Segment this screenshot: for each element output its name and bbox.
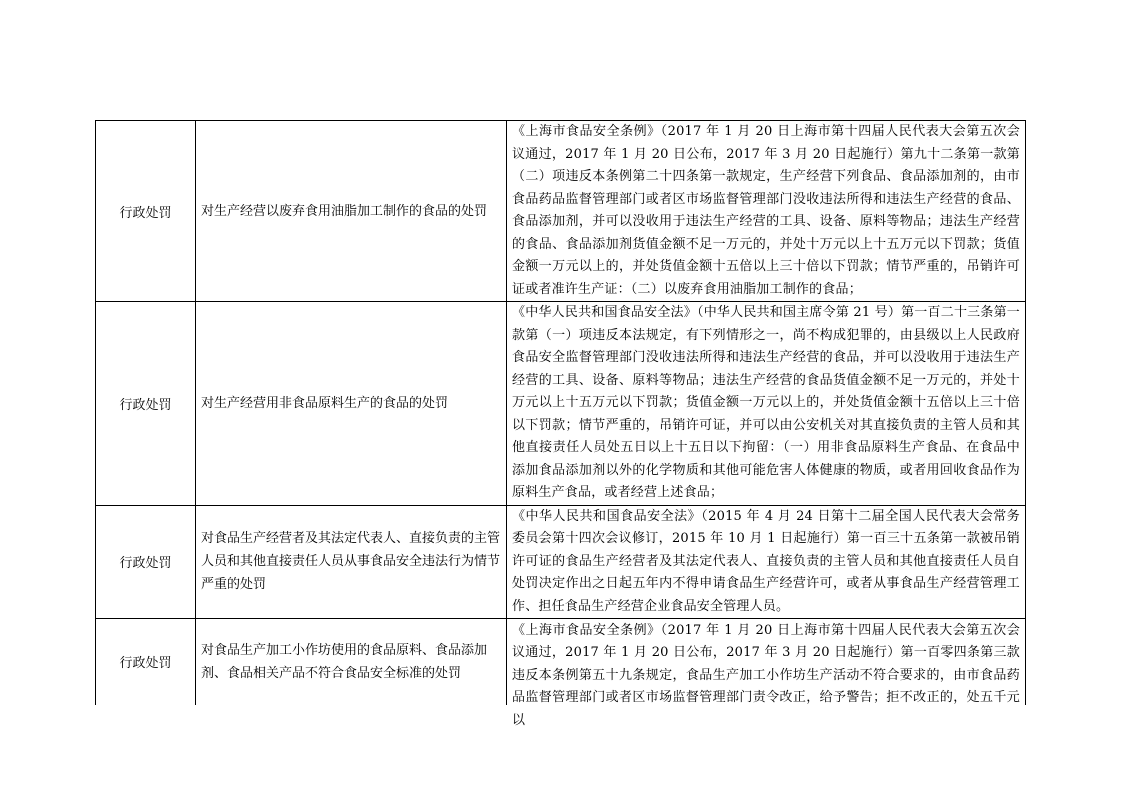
table-row: [96, 302, 1026, 506]
legal-basis-cell: [507, 505, 1026, 619]
penalty-item-cell: 对生产经营用非食品原料生产的食品的处罚: [196, 302, 507, 506]
penalty-type-cell: 行政处罚: [96, 302, 196, 506]
table-row: [96, 505, 1026, 619]
legal-basis-text: 《上海市食品安全条例》（2017 年 1 月 20 日上海市第十四届人民代表大会第五次会议通过，2017 年 1 月 20 日公布，2017 年 3 月 20 日起施行）第一百零四条第三款违反本条例第五十九条规定，食品生产加工小作坊生产活动不符合要求的，由市食品药品监督管理部门或者区市场监督管理部门责令改正，给予警告；拒不改正的，处五千元以: [512, 622, 1020, 728]
penalty-type-cell: 行政处罚: [96, 121, 196, 302]
table-row: [96, 619, 1026, 705]
penalty-item-cell: 对食品生产经营者及其法定代表人、直接负责的主管人员和其他直接责任人员从事食品安全违法行为情节严重的处罚: [196, 505, 507, 619]
penalty-item-cell: 对食品生产加工小作坊使用的食品原料、食品添加剂、食品相关产品不符合食品安全标准的处罚: [196, 619, 507, 705]
penalty-type-cell: 行政处罚: [96, 619, 196, 705]
legal-basis-cell: [507, 619, 1026, 728]
legal-basis-cell: [507, 302, 1026, 506]
penalty-type-cell: 行政处罚: [96, 505, 196, 619]
legal-basis-text: 《上海市食品安全条例》（2017 年 1 月 20 日上海市第十四届人民代表大会第五次会议通过，2017 年 1 月 20 日公布，2017 年 3 月 20 日起施行）第九十二条第一款第（二）项违反本条例第二十四条第一款规定，生产经营下列食品、食品添加剂的，由市食品药品监督管理部门或者区市场监督管理部门没收违法所得和违法生产经营的食品、食品添加剂，并可以没收用于违法生产经营的工具、设备、原料等物品；违法生产经营的食品、食品添加剂货值金额不足一万元的，并处十万元以上十五万元以下罚款；货值金额一万元以上的，并处货值金额十五倍以上三十倍以下罚款；情节严重的，吊销许可证或者准许生产证：（二）以废弃食用油脂加工制作的食品；: [512, 124, 1020, 297]
penalty-item-cell: 对生产经营以废弃食用油脂加工制作的食品的处罚: [196, 121, 507, 302]
table-row: [96, 121, 1026, 302]
legal-basis-text: 《中华人民共和国食品安全法》（中华人民共和国主席令第 21 号）第一百二十三条第一款第（一）项违反本法规定，有下列情形之一，尚不构成犯罪的，由县级以上人民政府食品安全监督管理部门没收违法所得和违法生产经营的食品，并可以没收用于违法生产经营的工具、设备、原料等物品；违法生产经营的食品货值金额不足一万元的，并处十万元以上十五万元以下罚款；货值金额一万元以上的，并处货值金额十五倍以上三十倍以下罚款；情节严重的，吊销许可证，并可以由公安机关对其直接负责的主管人员和其他直接责任人员处五日以上十五日以下拘留：（一）用非食品原料生产食品、在食品中添加食品添加剂以外的化学物质和其他可能危害人体健康的物质，或者用回收食品作为原料生产食品，或者经营上述食品；: [512, 305, 1020, 500]
legal-basis-text: 《中华人民共和国食品安全法》（2015 年 4 月 24 日第十二届全国人民代表大会常务委员会第十四次会议修订，2015 年 10 月 1 日起施行）第一百三十五条第一款被吊销许可证的食品生产经营者及其法定代表人、直接负责的主管人员和其他直接责任人员自处罚决定作出之日起五年内不得申请食品生产经营许可，或者从事食品生产经营管理工作、担任食品生产经营企业食品安全管理人员。: [512, 508, 1020, 614]
penalty-table: [95, 120, 1026, 728]
legal-basis-cell: [507, 121, 1026, 302]
